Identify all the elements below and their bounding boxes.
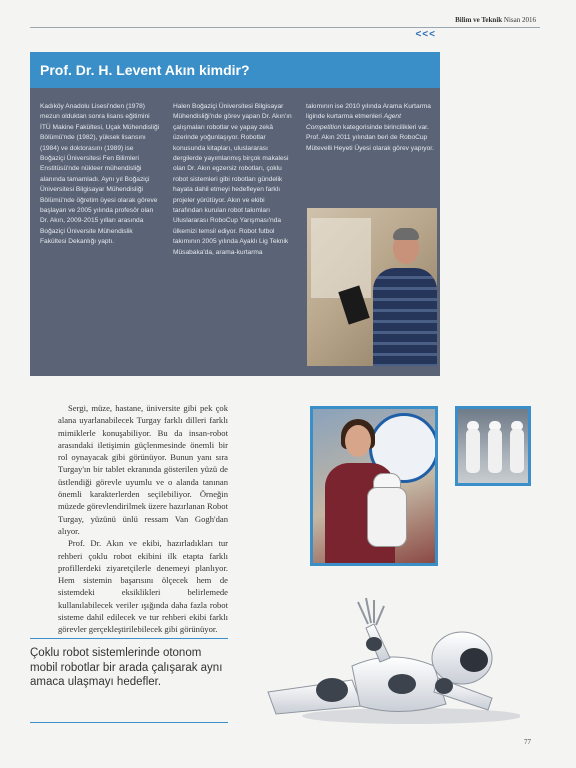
quote-rule-top <box>30 638 228 639</box>
bio-column-1: Kadıköy Anadolu Lisesi'nden (1978) mezun olduktan sonra lisans eğitimini İTÜ Makine Fakültesi, Uçak Mühendisliği Bölümü'nde (1982), yüksek lisansını (1984) ve doktorasını (1989) ise Boğaziçi Üniversitesi Fen Bilimleri Enstitüsü'nde nükleer mühendisliği alanında tamamladı. Aynı yıl Boğaziçi Üniversitesi Bilgisayar Mühendisliği Bölümü'nde öğretim üyesi olarak göreve başlayan ve 2005 yılında profesör olan Dr. Akın, 2009-2015 yılları arasında Boğaziçi Üniversite Mühendislik Fakültesi Dekanlığı yaptı. <box>40 103 160 246</box>
paragraph-1: Sergi, müze, hastane, üniversite gibi pek çok alana uyarlanabilecek Turgay farklı dilleri farklı mimiklerle konuşabiliyor. Bu da insan-robot arasındaki iletişimin güçlenmesinde önemli bir rol oynayacak gibi görünüyor. Bunun yanı sıra Turgay'ın bir tablet ekranında gösterilen yüzü de üstlendiği görevle uyumlu ve o alanda tanınan önemli karakterlerden seçilebiliyor. Örneğin müzede görevlendirilmek üzere hazırlanan Robot Turgay, yüzünü ünlü ressam Van Gogh'dan alıyor. <box>58 403 228 536</box>
magazine-name: Bilim ve Teknik <box>455 16 503 24</box>
bio-column-3-text-b: kategorisinde birincilikleri var. Prof. Akın 2011 yılından beri de RoboCup Mütevelli Heyeti Üyesi olarak görev yapıyor. <box>306 123 434 152</box>
researcher-face <box>345 425 371 457</box>
robot-hand <box>358 598 384 625</box>
bio-column-3-text-a: takımının ise 2010 yılında Arama Kurtarma liginde kurtarma etmenleri <box>306 103 431 121</box>
paragraph-2: Prof. Dr. Akın ve ekibi, hazırladıkları tur rehberi çoklu robot ekibini ilk etapta farklı profillerdeki ziyaretçilerle denemeyi planlıyor. Hem sistemin başarısını ölçecek hem de sistemdeki eksiklikleri belirlemede kullanılabilecek veriler ışığında daha fazla robot sisteme dahil edilecek ve tur rehberi ekibi farklı görevler gerçekleştirilebilecek gibi görünüyor. <box>58 538 228 635</box>
agent-competition-term: Agent Competition <box>306 113 401 131</box>
researcher-with-robot-photo <box>310 406 438 566</box>
issue-date: Nisan 2016 <box>503 16 536 24</box>
robot-team-photo <box>455 406 531 486</box>
professor-sweater <box>373 268 437 366</box>
bio-column-2: Halen Boğaziçi Üniversitesi Bilgisayar Mühendisliği'nde görev yapan Dr. Akın'ın çalışmaları robotlar ve yapay zekâ üzerinde yoğunlaşıyor. Robotlar konusunda kitapları, uluslararası dergilerde yayımlanmış birçok makalesi olan Dr. Akın egzersiz robotları, çoklu robot sistemleri gibi robotları gündelik hayata dahil etmeyi hedefleyen farklı projeler yürütüyor. Akın ve ekibi tarafından kurulan robot takımları Uluslararası RoboCup Yarışması'nda ülkemizi temsil ediyor. Robot futbol takımının 2005 yılında Ayaklı Lig Teknik Müsabaka'da, arama-kurtarma <box>173 103 292 256</box>
robot-torso-joint <box>388 674 416 694</box>
robot-face-visor <box>460 648 488 672</box>
poster-board <box>311 218 371 298</box>
robot-body <box>466 429 480 473</box>
bio-column-3 <box>306 102 434 154</box>
header-rule <box>30 27 540 28</box>
article-body <box>58 402 228 636</box>
professor-hair <box>393 228 419 240</box>
robot-shoulder-joint <box>435 678 453 694</box>
reclining-robot-illustration <box>262 588 520 728</box>
page-number: 77 <box>524 738 531 746</box>
robot-body <box>488 429 502 473</box>
robot-knee-joint <box>316 678 348 702</box>
page-header <box>455 16 536 24</box>
bio-sidebar <box>30 52 440 376</box>
chevrons-left-icon: <<< <box>415 29 436 40</box>
robot-elbow-joint <box>366 637 382 651</box>
nao-robot-body <box>367 487 407 547</box>
pull-quote: Çoklu robot sistemlerinde otonom mobil robotlar bir arada çalışarak aynı amaca ulaşmayı hedefler. <box>30 647 223 688</box>
sidebar-title: Prof. Dr. H. Levent Akın kimdir? <box>30 52 440 88</box>
quote-rule-bottom <box>30 722 228 723</box>
professor-photo <box>307 208 437 366</box>
robot-body <box>510 429 524 473</box>
robot-leg <box>268 680 362 714</box>
